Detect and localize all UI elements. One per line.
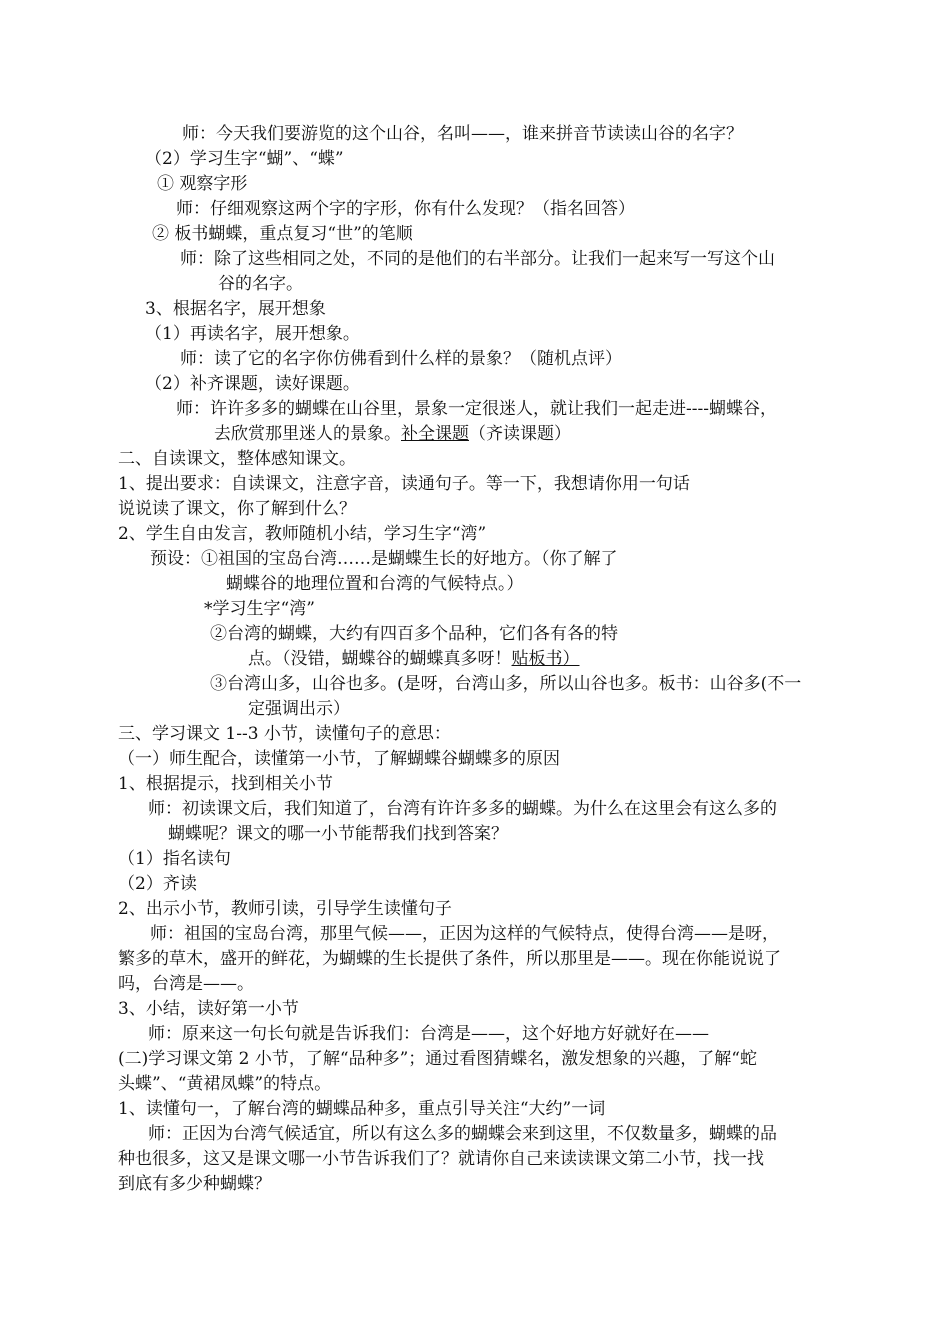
document-body: [0, 122, 950, 1197]
line-text: 二、自读课文，整体感知课文。: [118, 449, 356, 469]
text-line: [0, 572, 950, 597]
text-line: [0, 1047, 950, 1072]
line-text: 师：今天我们要游览的这个山谷，名叫——，谁来拼音节读读山谷的名字？: [182, 124, 743, 144]
text-line: [0, 747, 950, 772]
text-line: [0, 1022, 950, 1047]
text-line: [0, 772, 950, 797]
underlined-text: 贴板书）: [511, 649, 580, 669]
line-text-after: （齐读课题）: [469, 424, 571, 444]
text-line: [0, 722, 950, 747]
line-text: 师：原来这一句长句就是告诉我们：台湾是——，这个好地方好就好在——: [148, 1024, 709, 1044]
line-text: ② 板书蝴蝶，重点复习“世”的笔顺: [152, 224, 413, 244]
line-text: 3、根据名字，展开想象: [145, 299, 326, 319]
text-line: [0, 272, 950, 297]
line-text: （1）指名读句: [118, 849, 231, 869]
line-text: ③台湾山多，山谷也多。(是呀，台湾山多，所以山谷也多。板书：山谷多(不一: [210, 674, 802, 694]
text-line: [0, 647, 950, 672]
line-text: 师：祖国的宝岛台湾，那里气候——，正因为这样的气候特点，使得台湾——是呀，: [150, 924, 779, 944]
line-text: 去欣赏那里迷人的景象。: [214, 424, 401, 444]
line-text: 1、读懂句一，了解台湾的蝴蝶品种多，重点引导关注“大约”一词: [118, 1099, 606, 1119]
line-text: 说说读了课文，你了解到什么？: [118, 499, 356, 519]
text-line: [0, 447, 950, 472]
line-text: 蝴蝶谷的地理位置和台湾的气候特点。）: [226, 574, 524, 594]
line-text: 到底有多少种蝴蝶？: [118, 1174, 271, 1194]
line-text: （一）师生配合，读懂第一小节，了解蝴蝶谷蝴蝶多的原因: [118, 749, 560, 769]
text-line: [0, 547, 950, 572]
line-text: (二)学习课文第 2 小节，了解“品种多”；通过看图猜蝶名，激发想象的兴趣，了解“蛇: [118, 1049, 757, 1069]
line-text: 2、出示小节，教师引读，引导学生读懂句子: [118, 899, 452, 919]
line-text: 2、学生自由发言，教师随机小结，学习生字“湾”: [118, 524, 487, 544]
underlined-text: 补全课题: [401, 424, 469, 444]
line-text: *学习生字“湾”: [204, 599, 315, 619]
line-text: 定强调出示）: [248, 699, 350, 719]
text-line: [0, 797, 950, 822]
text-line: [0, 322, 950, 347]
text-line: [0, 1097, 950, 1122]
text-line: [0, 147, 950, 172]
text-line: [0, 597, 950, 622]
line-text: （1）再读名字，展开想象。: [145, 324, 360, 344]
line-text: 师：正因为台湾气候适宜，所以有这么多的蝴蝶会来到这里，不仅数量多，蝴蝶的品: [148, 1124, 777, 1144]
line-text: （2）学习生字“蝴”、“蝶”: [145, 149, 344, 169]
line-text: 师：除了这些相同之处，不同的是他们的右半部分。让我们一起来写一写这个山: [180, 249, 775, 269]
text-line: [0, 472, 950, 497]
text-line: [0, 672, 950, 697]
text-line: [0, 422, 950, 447]
text-line: [0, 1172, 950, 1197]
line-text: 师：仔细观察这两个字的字形，你有什么发现？（指名回答）: [176, 199, 635, 219]
text-line: [0, 522, 950, 547]
line-text: 吗，台湾是——。: [118, 974, 254, 994]
line-text: 繁多的草木，盛开的鲜花，为蝴蝶的生长提供了条件，所以那里是——。现在你能说说了: [118, 949, 781, 969]
text-line: [0, 222, 950, 247]
line-text: 种也很多，这又是课文哪一小节告诉我们了？就请你自己来读读课文第二小节，找一找: [118, 1149, 764, 1169]
text-line: [0, 1147, 950, 1172]
text-line: [0, 397, 950, 422]
text-line: [0, 172, 950, 197]
line-text: 1、提出要求：自读课文，注意字音，读通句子。等一下，我想请你用一句话: [118, 474, 690, 494]
text-line: [0, 497, 950, 522]
line-text: 预设：①祖国的宝岛台湾……是蝴蝶生长的好地方。（你了解了: [150, 549, 618, 569]
text-line: [0, 822, 950, 847]
text-line: [0, 872, 950, 897]
text-line: [0, 347, 950, 372]
text-line: [0, 1072, 950, 1097]
text-line: [0, 972, 950, 997]
line-text: 师：初读课文后，我们知道了，台湾有许许多多的蝴蝶。为什么在这里会有这么多的: [148, 799, 777, 819]
text-line: [0, 847, 950, 872]
text-line: [0, 297, 950, 322]
line-text: 点。（没错，蝴蝶谷的蝴蝶真多呀！: [248, 649, 512, 669]
line-text: 头蝶”、“黄裙凤蝶”的特点。: [118, 1074, 332, 1094]
text-line: [0, 247, 950, 272]
text-line: [0, 897, 950, 922]
line-text: 1、根据提示，找到相关小节: [118, 774, 333, 794]
text-line: [0, 997, 950, 1022]
line-text: 3、小结，读好第一小节: [118, 999, 299, 1019]
text-line: [0, 697, 950, 722]
text-line: [0, 372, 950, 397]
line-text: 三、学习课文 1--3 小节，读懂句子的意思：: [118, 724, 451, 744]
text-line: [0, 197, 950, 222]
text-line: [0, 122, 950, 147]
line-text: 谷的名字。: [218, 274, 303, 294]
line-text: 蝴蝶呢？课文的哪一小节能帮我们找到答案？: [168, 824, 508, 844]
line-text: ① 观察字形: [157, 174, 248, 194]
text-line: [0, 922, 950, 947]
text-line: [0, 947, 950, 972]
line-text: ②台湾的蝴蝶，大约有四百多个品种，它们各有各的特: [210, 624, 618, 644]
text-line: [0, 622, 950, 647]
line-text: （2）补齐课题，读好课题。: [145, 374, 360, 394]
line-text: 师：许许多多的蝴蝶在山谷里，景象一定很迷人，就让我们一起走进----蝴蝶谷，: [176, 399, 777, 419]
line-text: （2）齐读: [118, 874, 197, 894]
line-text: 师：读了它的名字你仿佛看到什么样的景象？（随机点评）: [180, 349, 622, 369]
text-line: [0, 1122, 950, 1147]
